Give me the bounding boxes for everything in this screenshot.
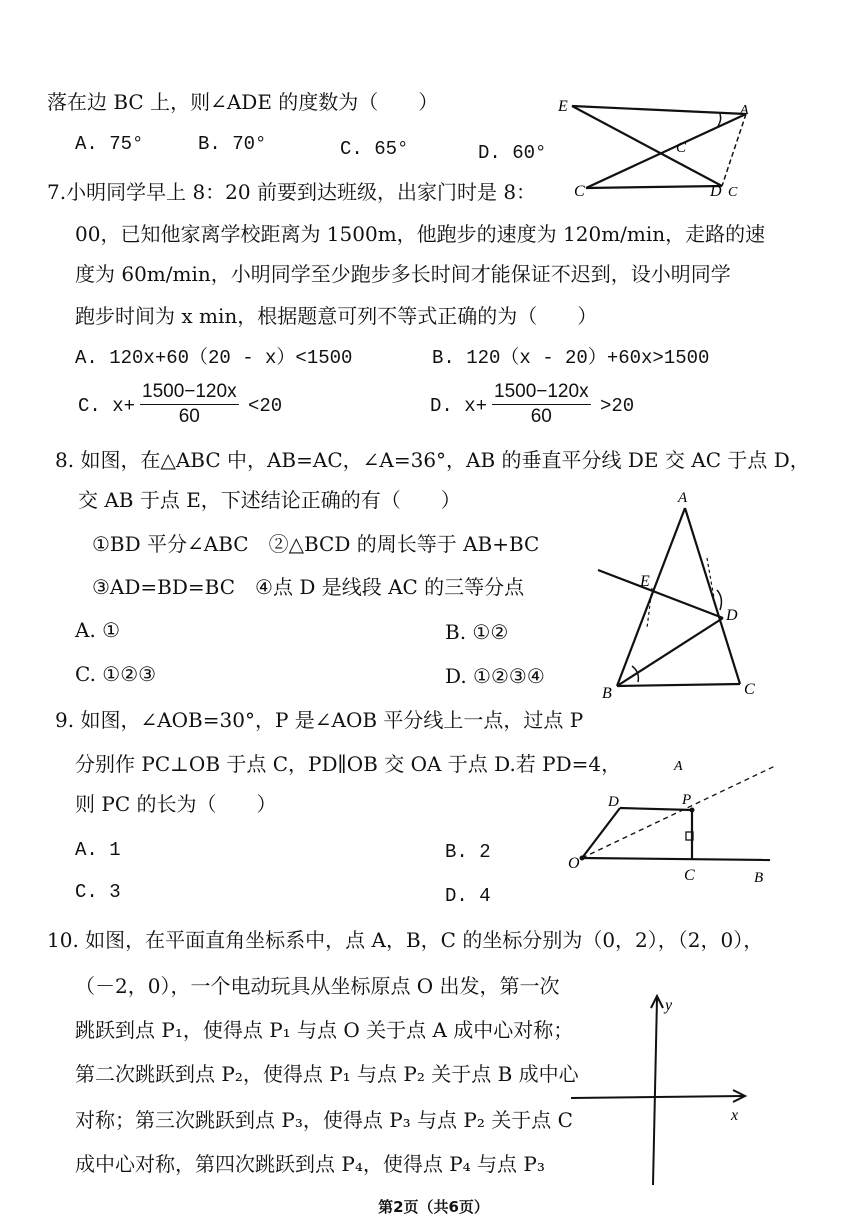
q9-option-c: C. 3 bbox=[75, 881, 121, 903]
q8-option-a: A. ① bbox=[75, 618, 121, 642]
q7-option-d-suffix: >20 bbox=[600, 395, 635, 417]
q9-label-B: B bbox=[754, 870, 764, 886]
q8-statement-1-2: ①BD 平分∠ABC ②△BCD 的周长等于 AB+BC bbox=[92, 532, 540, 556]
q6-label-D: D bbox=[710, 183, 722, 200]
q7-line-4: 跑步时间为 x min，根据题意可列不等式正确的为（ ） bbox=[75, 304, 598, 328]
q8-figure bbox=[592, 488, 782, 708]
page-footer: 第2页（共6页） bbox=[378, 1198, 489, 1216]
q9-label-C: C bbox=[684, 867, 695, 884]
q6-label-A: A bbox=[740, 103, 749, 118]
q8-option-d: D. ①②③④ bbox=[445, 664, 545, 688]
q6-option-d: D. 60° bbox=[478, 142, 547, 164]
q10-line-3: 跳跃到点 P₁，使得点 P₁ 与点 O 关于点 A 成中心对称； bbox=[75, 1018, 574, 1042]
q8-option-b: B. ①② bbox=[445, 620, 509, 644]
q7-option-c-fraction bbox=[140, 380, 239, 429]
q7-line-3: 度为 60m/min，小明同学至少跑步多长时间才能保证不迟到，设小明同学 bbox=[75, 262, 731, 286]
q7-option-a: A. 120x+60（20 - x）<1500 bbox=[75, 347, 353, 369]
q6-stem-continuation: 落在边 BC 上，则∠ADE 的度数为（ ） bbox=[47, 90, 439, 114]
q6-option-c: C. 65° bbox=[340, 138, 409, 160]
q8-label-B: B bbox=[602, 685, 612, 702]
q9-option-b: B. 2 bbox=[445, 841, 491, 863]
q7-option-d-numerator: 1500−120x bbox=[492, 380, 591, 405]
q8-label-E: E bbox=[640, 573, 650, 590]
q10-coordinate-figure bbox=[565, 990, 765, 1190]
q7-line-2: 00，已知他家离学校距离为 1500m，他跑步的速度为 120m/min，走路的速 bbox=[75, 222, 766, 246]
q6-label-E: E bbox=[558, 98, 568, 115]
q10-line-2: （－2，0），一个电动玩具从坐标原点 O 出发，第一次 bbox=[75, 974, 560, 998]
q10-line-6: 成中心对称，第四次跳跃到点 P₄，使得点 P₄ 与点 P₃ bbox=[75, 1152, 545, 1176]
q8-line-1: 8. 如图，在△ABC 中，AB=AC，∠A=36°，AB 的垂直平分线 DE 交 AC 于点 D， bbox=[55, 448, 810, 472]
q10-line-5: 对称；第三次跳跃到点 P₃，使得点 P₃ 与点 P₂ 关于点 C bbox=[75, 1108, 573, 1132]
q7-option-c-numerator: 1500−120x bbox=[140, 380, 239, 405]
q9-label-O: O bbox=[568, 855, 580, 872]
q8-statement-3-4: ③AD=BD=BC ④点 D 是线段 AC 的三等分点 bbox=[92, 575, 525, 599]
q10-line-1: 10. 如图，在平面直角坐标系中，点 A，B，C 的坐标分别为（0，2），（2，0）， bbox=[47, 928, 764, 952]
q7-option-d-denominator: 60 bbox=[530, 406, 552, 427]
q8-line-2: 交 AB 于点 E，下述结论正确的有（ ） bbox=[78, 488, 461, 512]
q10-line-4: 第二次跳跃到点 P₂，使得点 P₁ 与点 P₂ 关于点 B 成中心 bbox=[75, 1062, 579, 1086]
q9-line-3: 则 PC 的长为（ ） bbox=[75, 792, 277, 816]
q7-option-c-denominator: 60 bbox=[178, 406, 200, 427]
q6-option-b: B. 70° bbox=[198, 133, 267, 155]
q8-option-c: C. ①②③ bbox=[75, 662, 157, 686]
q10-axis-x-label: x bbox=[731, 1107, 739, 1124]
q9-label-P: P bbox=[682, 792, 692, 808]
q6-label-C-right: C bbox=[728, 185, 738, 200]
q7-option-b: B. 120（x - 20）+60x>1500 bbox=[432, 347, 710, 369]
q9-line-2: 分别作 PC⊥OB 于点 C，PD∥OB 交 OA 于点 D.若 PD=4， bbox=[75, 752, 622, 776]
q6-figure bbox=[550, 90, 770, 200]
q9-line-1: 9. 如图，∠AOB=30°，P 是∠AOB 平分线上一点，过点 P bbox=[55, 708, 584, 732]
q8-label-A: A bbox=[678, 490, 688, 506]
q7-option-d-fraction bbox=[492, 380, 591, 429]
q9-figure bbox=[560, 750, 780, 890]
q9-option-a: A. 1 bbox=[75, 839, 121, 861]
q7-option-d-prefix: D. x+ bbox=[430, 395, 488, 417]
q9-label-D: D bbox=[608, 794, 619, 810]
q7-line-1: 7.小明同学早上 8：20 前要到达班级，出家门时是 8： bbox=[47, 180, 537, 204]
q8-label-C: C bbox=[744, 681, 755, 698]
q9-label-A: A bbox=[674, 759, 683, 774]
q10-axis-y-label: y bbox=[665, 997, 673, 1014]
q6-option-a: A. 75° bbox=[75, 133, 144, 155]
q6-label-C: C bbox=[574, 183, 585, 200]
q7-option-c-suffix: <20 bbox=[248, 395, 283, 417]
q7-option-c-prefix: C. x+ bbox=[78, 395, 136, 417]
q9-option-d: D. 4 bbox=[445, 885, 491, 907]
q6-label-C-mid: C bbox=[676, 140, 687, 156]
q8-label-D: D bbox=[726, 607, 738, 624]
